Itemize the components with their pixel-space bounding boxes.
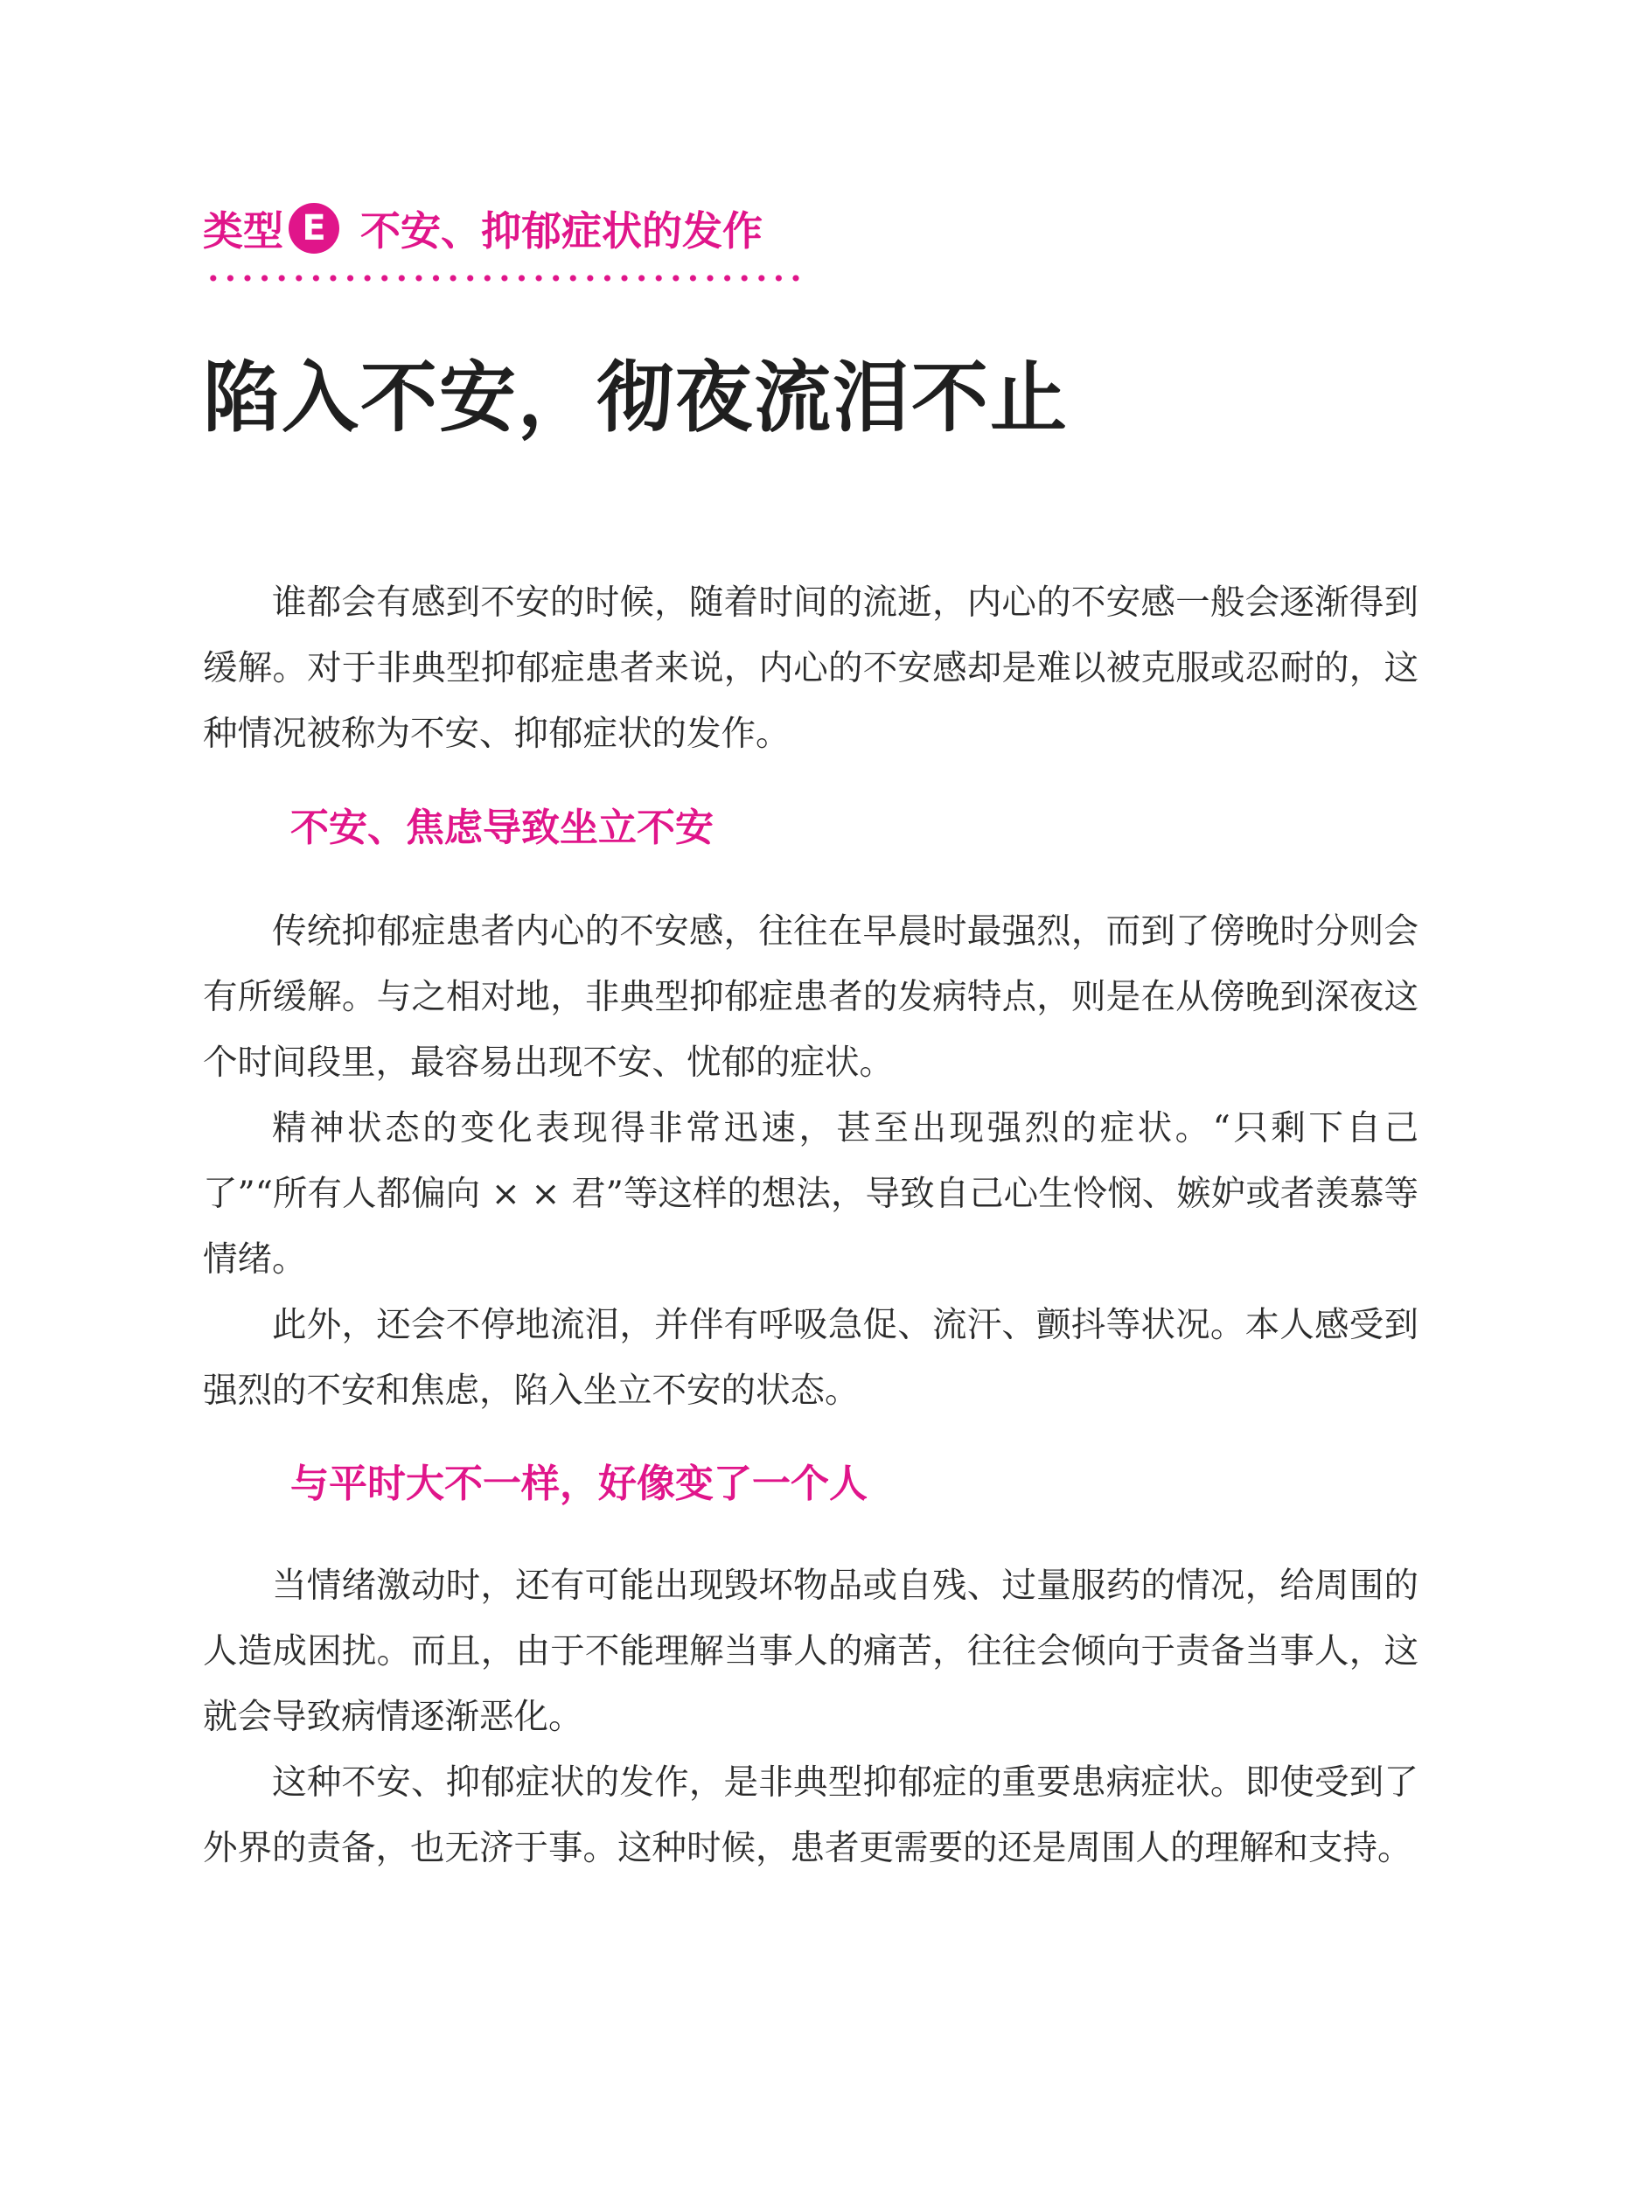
type-title: 不安、抑郁症状的发作 — [360, 207, 763, 255]
section-1-paragraph-3: 此外，还会不停地流泪，并伴有呼吸急促、流汗、颤抖等状况。本人感受到强烈的不安和焦虑，陷入坐立不安的状态。 — [203, 1305, 1418, 1411]
type-badge: E — [289, 203, 339, 254]
section-heading-1: 不安、焦虑导致坐立不安 — [290, 806, 714, 850]
section-2-paragraph-2: 这种不安、抑郁症状的发作，是非典型抑郁症的重要患病症状。即使受到了外界的责备，也无济于事。这种时候，患者更需要的还是周围人的理解和支持。 — [203, 1762, 1418, 1868]
type-prefix: 类型 — [203, 207, 283, 255]
page-title: 陷入不安，彻夜流泪不止 — [203, 352, 1070, 443]
section-heading-2: 与平时大不一样，好像变了一个人 — [290, 1462, 868, 1506]
intro-paragraph: 谁都会有感到不安的时候，随着时间的流逝，内心的不安感一般会逐渐得到缓解。对于非典型抑郁症患者来说，内心的不安感却是难以被克服或忍耐的，这种情况被称为不安、抑郁症状的发作。 — [203, 583, 1418, 754]
section-2-paragraph-1: 当情绪激动时，还有可能出现毁坏物品或自残、过量服药的情况，给周围的人造成困扰。而且，由于不能理解当事人的痛苦，往往会倾向于责备当事人，这就会导致病情逐渐恶化。 — [203, 1566, 1418, 1737]
section-1-paragraph-2: 精神状态的变化表现得非常迅速，甚至出现强烈的症状。“只剩下自己了”“所有人都偏向 × × 君”等这样的想法，导致自己心生怜悯、嫉妒或者羡慕等情绪。 — [203, 1108, 1418, 1280]
dotted-divider — [205, 273, 808, 283]
section-1-paragraph-1: 传统抑郁症患者内心的不安感，往往在早晨时最强烈，而到了傍晚时分则会有所缓解。与之相对地，非典型抑郁症患者的发病特点，则是在从傍晚到深夜这个时间段里，最容易出现不安、忧郁的症状。 — [203, 911, 1418, 1083]
type-header — [203, 199, 763, 257]
